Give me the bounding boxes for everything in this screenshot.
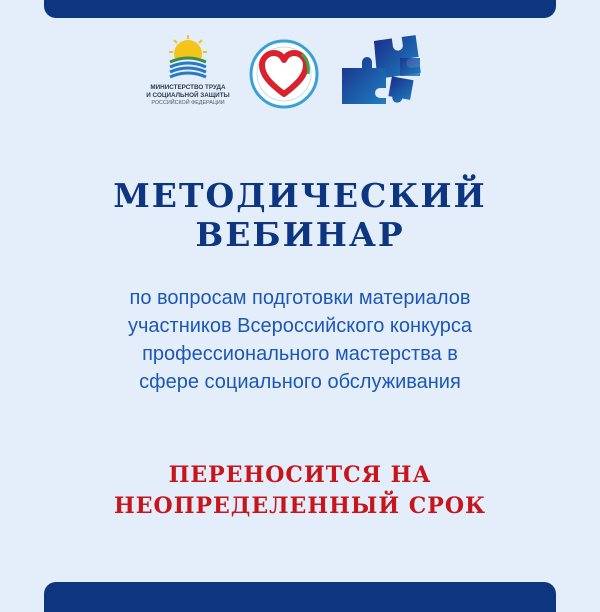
puzzle-logo (336, 34, 428, 110)
notice-line2: НЕОПРЕДЕЛЕННЫЙ СРОК (113, 493, 487, 519)
puzzle-icon (336, 34, 428, 110)
ministry-name-line3: РОССИЙСКОЙ ФЕДЕРАЦИИ (151, 100, 225, 107)
top-banner-bar (44, 0, 556, 18)
ministry-name-line1: МИНИСТЕРСТВО ТРУДА (150, 84, 226, 91)
subtitle (40, 284, 560, 396)
heart-logo (248, 38, 320, 110)
subtitle-line1: по вопросам подготовки материалов (129, 287, 471, 309)
heart-logo-icon (248, 38, 320, 110)
subtitle-line2: участников Всероссийского конкурса (127, 315, 473, 337)
ministry-logo (140, 34, 236, 118)
ministry-name-line2: И СОЦИАЛЬНОЙ ЗАЩИТЫ (146, 91, 230, 99)
notice-line1: ПЕРЕНОСИТСЯ НА (168, 462, 432, 488)
ministry-emblem-icon (140, 34, 236, 84)
bottom-banner-bar (44, 582, 556, 612)
heading-line2: ВЕБИНАР (195, 215, 405, 254)
subtitle-line3: профессионального мастерства в (142, 343, 458, 365)
heading-line1: МЕТОДИЧЕСКИЙ (113, 176, 487, 215)
subtitle-line4: сфере социального обслуживания (139, 371, 461, 393)
